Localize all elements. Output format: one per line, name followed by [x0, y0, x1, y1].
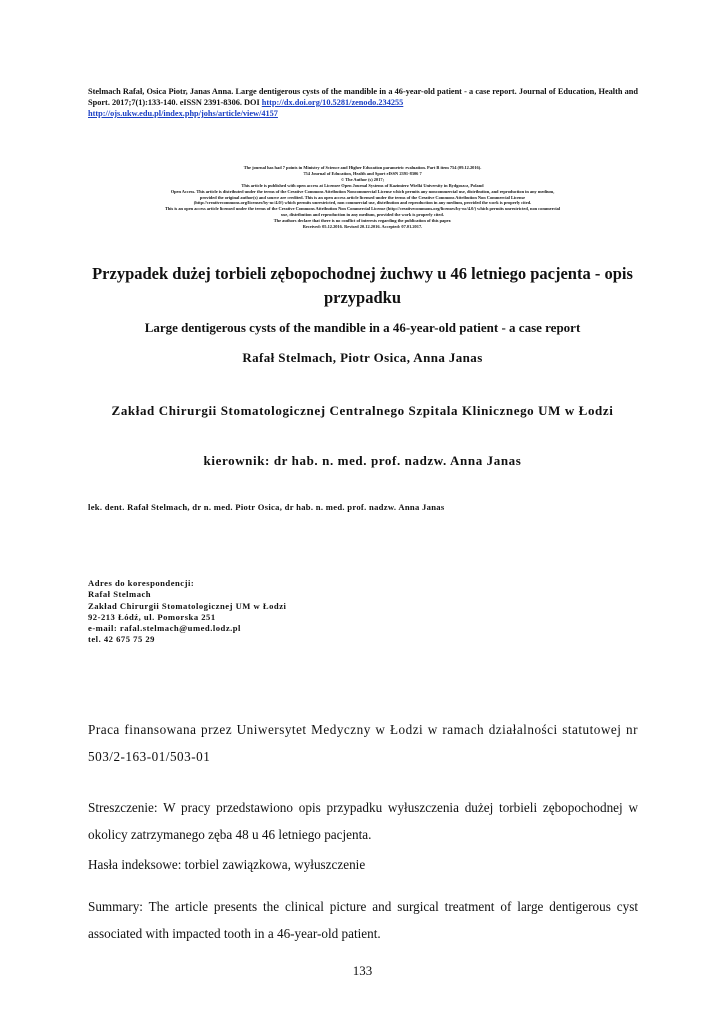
correspondence-phone: tel. 42 675 75 29 [88, 634, 155, 645]
journal-info-line: (http://creativecommons.org/licenses/by-nc/4.0/) which permits unrestricted, non commercial use, distribution and reproduction in any medium, provided the work is properly cited. [193, 200, 532, 206]
correspondence-name: Rafał Stelmach [88, 589, 152, 600]
journal-info-line: This is an open access article licensed under the terms of the Creative Commons Attribution Non Commercial License (http://creativecommons.org/licenses/by-nc/4.0/) which permits unrestricted, non commercial [164, 206, 561, 212]
citation-block [88, 86, 638, 119]
journal-article-link[interactable]: http://ojs.ukw.edu.pl/index.php/johs/article/view/4157 [88, 109, 278, 118]
correspondence-email: e-mail: rafal.stelmach@umed.lodz.pl [88, 623, 241, 634]
correspondence-address-line: 92-213 Łódź, ul. Pomorska 251 [88, 611, 216, 622]
journal-info-line: The authors declare that there is no conflict of interests regarding the publication of this paper. [273, 218, 452, 224]
correspondence-institution: Zakład Chirurgii Stomatologicznej UM w Łodzi [88, 600, 287, 611]
correspondence-address [88, 578, 286, 646]
doi-link[interactable]: http://dx.doi.org/10.5281/zenodo.234255 [261, 98, 404, 107]
keywords-polish: Hasła indeksowe: torbiel zawiązkowa, wyłuszczenie [88, 857, 366, 872]
journal-info-line: The journal has had 7 points in Ministry of Science and Higher Education parametric evaluation. Part B item 754 (09.12.2016). [243, 165, 482, 170]
journal-info-line: This article is published with open access at Licensee Open Journal Systems of Kazimierz Wielki University in Bydgoszcz, Poland [241, 182, 484, 188]
authors: Rafał Stelmach, Piotr Osica, Anna Janas [242, 350, 483, 365]
article-title-polish: Przypadek dużej torbieli zębopochodnej żuchwy u 46 letniego pacjenta - opis przypadku [92, 264, 633, 307]
article-title-english: Large dentigerous cysts of the mandible in a 46-year-old patient - a case report [144, 320, 581, 335]
journal-info-line: use, distribution and reproduction in any medium, provided the work is properly cited. [281, 212, 444, 218]
funding-statement: Praca finansowana przez Uniwersytet Medyczny w Łodzi w ramach działalności statutowej nr 503/2-163-01/503-01 [88, 722, 638, 764]
department-head: kierownik: dr hab. n. med. prof. nadzw. Anna Janas [203, 453, 522, 468]
correspondence-heading: Adres do korespondencji: [88, 578, 195, 588]
citation-text: Stelmach Rafał, Osica Piotr, Janas Anna. Large dentigerous cysts of the mandible in a 46-year-old patient - a case report. Journal of Education, Health and Sport. 2017;7(1):133-140. eISSN 2391-8306. DOI [88, 87, 638, 107]
journal-info-line: provided the original author(s) and source are credited. This is an open access article licensed under the terms of the Creative Commons Attribution Non Commercial License [199, 194, 526, 200]
journal-license-info [80, 165, 645, 230]
journal-info-line: Open Access. This article is distributed under the terms of the Creative Commons Attribution Noncommercial License which permits any noncommercial use, distribution, and reproduction in any medium, [170, 188, 555, 194]
author-affiliations: lek. dent. Rafał Stelmach, dr n. med. Piotr Osica, dr hab. n. med. prof. nadzw. Anna Janas [88, 502, 445, 512]
journal-info-line: © The Author (s) 2017; [340, 176, 385, 182]
journal-info-line: Received: 05.12.2016. Revised 20.12.2016. Accepted: 07.01.2017. [302, 224, 423, 230]
abstract-polish: Streszczenie: W pracy przedstawiono opis przypadku wyłuszczenia dużej torbieli zębopochodnej w okolicy zatrzymanego zęba 48 u 46 letniego pacjenta. [88, 800, 638, 842]
department: Zakład Chirurgii Stomatologicznej Centralnego Szpitala Klinicznego UM w Łodzi [111, 403, 614, 418]
page-number: 133 [352, 963, 373, 978]
journal-info-line: 754 Journal of Education, Health and Sport eISSN 2391-8306 7 [303, 170, 422, 176]
summary-english: Summary: The article presents the clinical picture and surgical treatment of large dentigerous cyst associated with impacted tooth in a 46-year-old patient. [88, 899, 638, 941]
